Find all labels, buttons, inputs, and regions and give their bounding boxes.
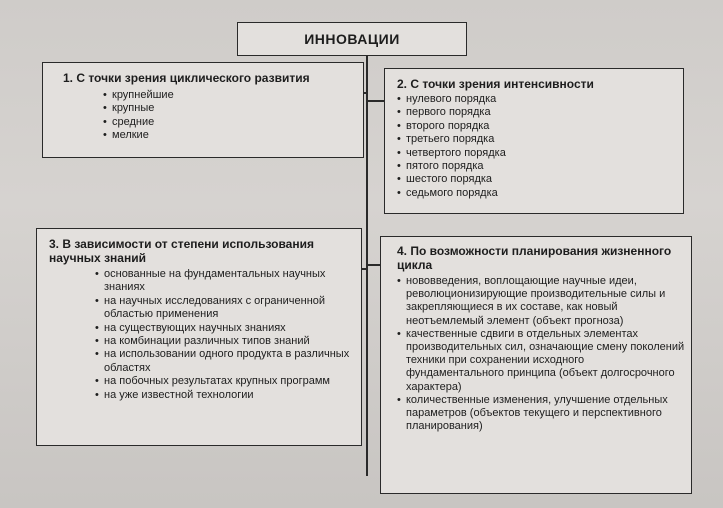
- item-list: [95, 268, 353, 402]
- box-header: 2. С точки зрения интенсивности: [397, 77, 594, 91]
- list-item: • на комбинации различных типов знаний: [95, 335, 353, 348]
- list-item: • нулевого порядка: [397, 93, 675, 106]
- list-item: • на научных исследованиях с ограниченной областью применения: [95, 295, 353, 322]
- list-item: • второго порядка: [397, 120, 675, 133]
- box-header: 1. С точки зрения циклического развития: [63, 71, 310, 85]
- list-item: • седьмого порядка: [397, 187, 675, 200]
- diagram-title: ИННОВАЦИИ: [237, 22, 467, 56]
- list-item: • качественные сдвиги в отдельных элементах производительных сил, означающие смену поколений техники при сохранении исходного фундаментального принципа (объект долгосрочного характера): [397, 328, 685, 394]
- connector-box4: [366, 264, 380, 266]
- list-item: • на существующих научных знаниях: [95, 322, 353, 335]
- list-item: • пятого порядка: [397, 160, 675, 173]
- list-item: • на побочных результатах крупных программ: [95, 375, 353, 388]
- box-header: 4. По возможности планирования жизненного цикла: [397, 244, 672, 272]
- list-item: • шестого порядка: [397, 173, 675, 186]
- list-item: • средние: [103, 116, 353, 129]
- box-intensity: [384, 68, 684, 214]
- list-item: • крупные: [103, 102, 353, 115]
- list-item: • крупнейшие: [103, 89, 353, 102]
- item-list: [397, 275, 685, 433]
- item-list: [103, 89, 353, 143]
- item-list: [397, 93, 675, 200]
- list-item: • нововведения, воплощающие научные идеи, революционизирующие производительные силы и закрепляющиеся в их составе, как новый неотъемлемый элемент (объект прогноза): [397, 275, 685, 328]
- box-cyclical-development: [42, 62, 364, 158]
- box-lifecycle-planning: [380, 236, 692, 494]
- connector-box3: [362, 268, 368, 270]
- connector-box1: [364, 92, 368, 94]
- connector-trunk: [366, 56, 368, 476]
- list-item: • основанные на фундаментальных научных знаниях: [95, 268, 353, 295]
- box-header: 3. В зависимости от степени использования научных знаний: [49, 237, 314, 265]
- list-item: • мелкие: [103, 129, 353, 142]
- list-item: • третьего порядка: [397, 133, 675, 146]
- list-item: • на использовании одного продукта в различных областях: [95, 348, 353, 375]
- list-item: • четвертого порядка: [397, 147, 675, 160]
- connector-box2: [366, 100, 384, 102]
- list-item: • первого порядка: [397, 106, 675, 119]
- list-item: • количественные изменения, улучшение отдельных параметров (объектов текущего и перспективного планирования): [397, 394, 685, 434]
- box-scientific-knowledge: [36, 228, 362, 446]
- list-item: • на уже известной технологии: [95, 389, 353, 402]
